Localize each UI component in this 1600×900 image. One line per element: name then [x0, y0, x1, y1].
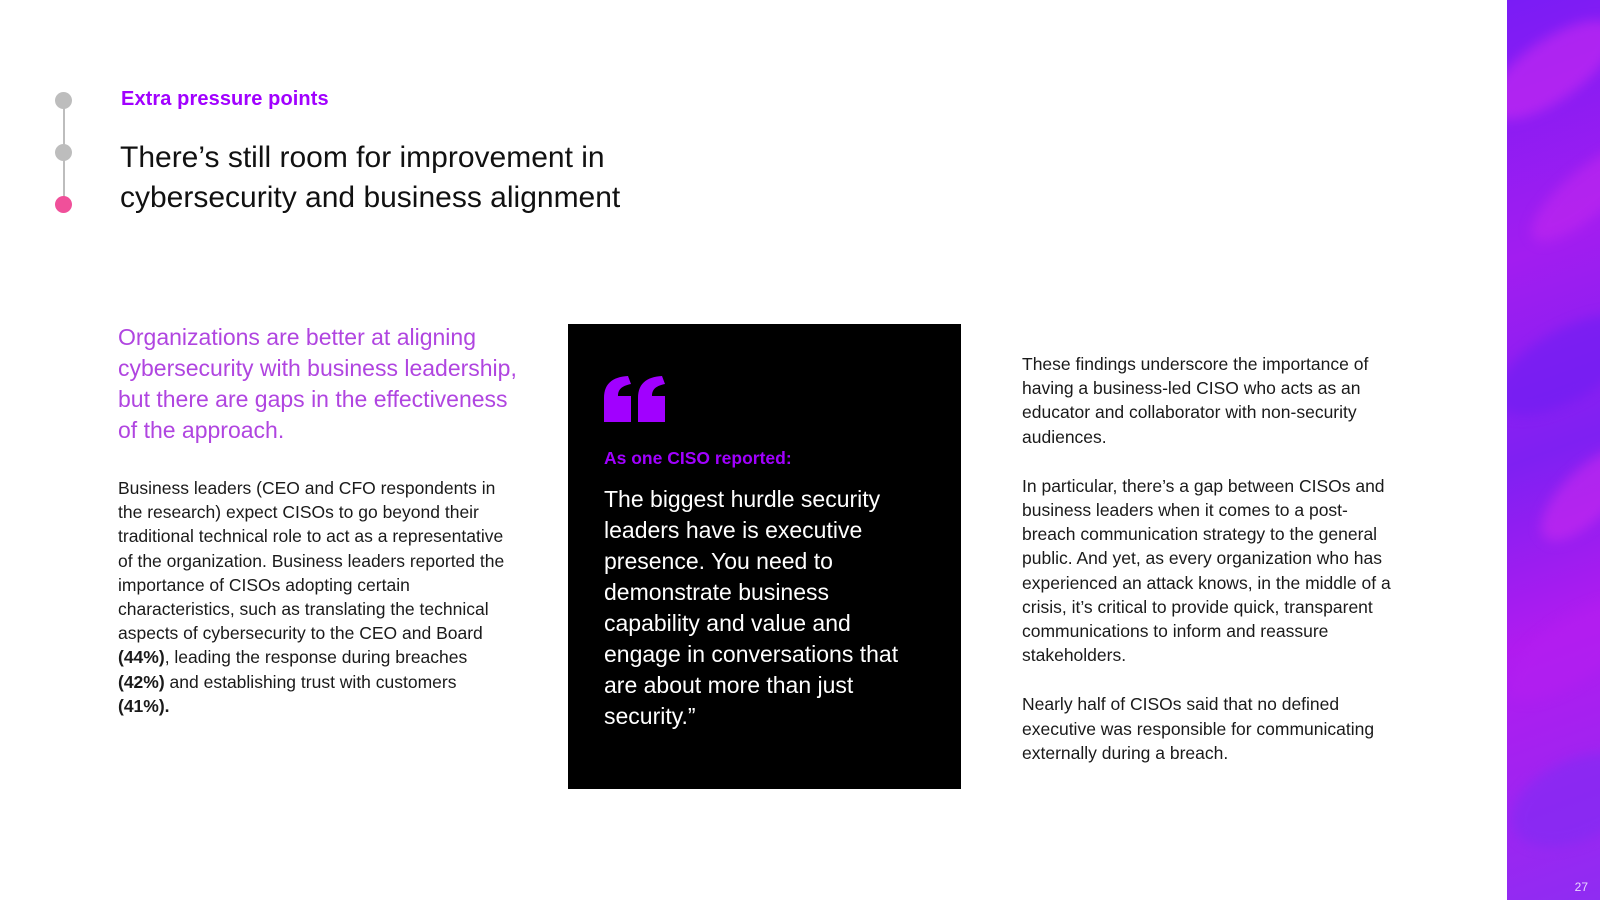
stat-customer-trust: (41%).: [118, 695, 170, 716]
quote-mark-icon: [604, 376, 666, 422]
lead-paragraph: Organizations are better at aligning cybersecurity with business leadership, but there are gaps in the effectiveness of the approach.: [118, 324, 517, 443]
decorative-gradient-band: [1507, 0, 1600, 900]
stepper-dot-2: [55, 144, 72, 161]
stepper-dot-3-active: [55, 196, 72, 213]
progress-stepper: [55, 92, 75, 218]
stat-ceo-board: (44%): [118, 647, 165, 668]
body-mid-text-2: and establishing trust with customers: [164, 671, 457, 692]
body-mid-text-1: , leading the response during breaches: [164, 647, 468, 668]
right-paragraph-3: Nearly half of CISOs said that no defined executive was responsible for communicating externally during a breach.: [1022, 694, 1375, 763]
quote-text: The biggest hurdle security leaders have is executive presence. You need to demonstrate business capability and value and engage in conversations that are about more than just security.”: [604, 486, 899, 729]
body-intro-text: Business leaders (CEO and CFO respondents in the research) expect CISOs to go beyond their traditional technical role to act as a representative of the organization. Business leaders reported the importance of CISOs adopting certain characteristics, such as translating the technical aspects of cybersecurity to the CEO and Board: [118, 478, 505, 644]
section-label: Extra pressure points: [121, 88, 329, 110]
quote-attribution: As one CISO reported:: [604, 448, 792, 468]
right-column: [1022, 352, 1398, 790]
right-paragraph-2: In particular, there’s a gap between CISOs and business leaders when it comes to a post-breach communication strategy to the general public. And yet, as every organization who has experienced an attack knows, in the middle of a crisis, it’s critical to provide quick, transparent communications to inform and reassure stakeholders.: [1022, 475, 1391, 666]
quote-card: [568, 324, 961, 789]
stepper-dot-1: [55, 92, 72, 109]
stat-breach-response: (42%): [118, 671, 165, 692]
page-title: There’s still room for improvement in cybersecurity and business alignment: [120, 141, 621, 214]
right-paragraph-1: These findings underscore the importance of having a business-led CISO who acts as an educator and collaborator with non-security audiences.: [1022, 354, 1369, 447]
left-body-paragraph: [118, 476, 508, 718]
page-number: 27: [1574, 880, 1588, 894]
